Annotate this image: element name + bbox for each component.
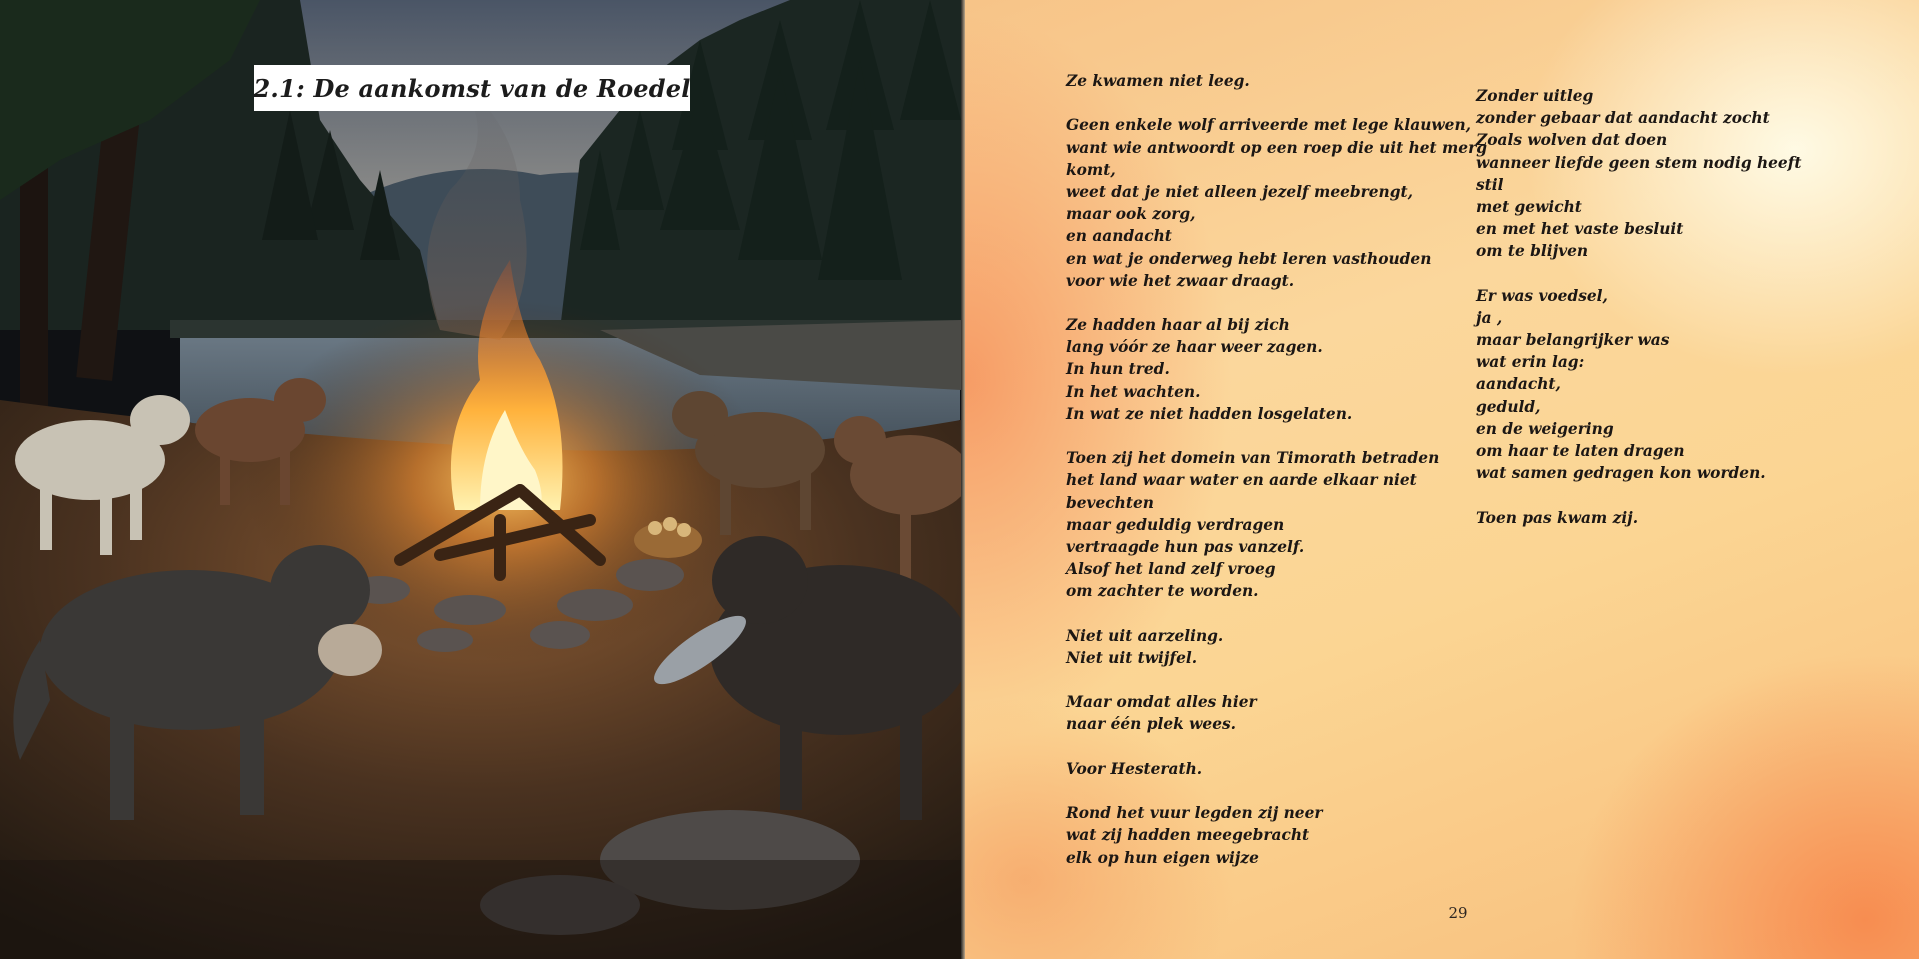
poem-line: Geen enkele wolf arriveerde met lege klauwen, xyxy=(1066,116,1471,135)
poem-line: met gewicht xyxy=(1476,197,1582,216)
poem-line: In het wachten. xyxy=(1066,382,1201,401)
poem-line: bevechten xyxy=(1066,493,1154,512)
poem-line: ja , xyxy=(1476,308,1503,327)
poem-line: voor wie het zwaar draagt. xyxy=(1066,271,1295,290)
poem-line: elk op hun eigen wijze xyxy=(1066,848,1259,867)
poem-line: wat zij hadden meegebracht xyxy=(1066,826,1310,845)
poem-line: In hun tred. xyxy=(1066,360,1170,379)
poem-line: naar één plek wees. xyxy=(1066,715,1237,734)
stanza-break xyxy=(1476,484,1801,506)
poem-line: Er was voedsel, xyxy=(1476,286,1608,305)
stanza-break xyxy=(1066,92,1487,114)
poem-line: en met het vaste besluit xyxy=(1476,220,1684,239)
page-number: 29 xyxy=(1448,904,1468,922)
poem-line: maar geduldig verdragen xyxy=(1066,515,1285,534)
poem-line: Ze kwamen niet leeg. xyxy=(1066,72,1250,90)
poem-line: het land waar water en aarde elkaar niet xyxy=(1066,471,1417,490)
poem-line: Voor Hesterath. xyxy=(1066,759,1203,778)
poem-line: om haar te laten dragen xyxy=(1476,442,1685,460)
poem-line: Rond het vuur legden zij neer xyxy=(1066,804,1323,823)
stanza-break xyxy=(1066,603,1487,625)
poem-line: en aandacht xyxy=(1066,227,1172,246)
poem-line: aandacht, xyxy=(1476,375,1561,394)
poem-line: Niet uit twijfel. xyxy=(1066,648,1198,667)
poem-line: maar belangrijker was xyxy=(1476,331,1670,350)
poem-line: Maar omdat alles hier xyxy=(1066,693,1257,712)
poem-line: om zachter te worden. xyxy=(1066,582,1259,601)
poem-line: vertraagde hun pas vanzelf. xyxy=(1066,537,1305,556)
poem-line: wat erin lag: xyxy=(1476,353,1585,372)
poem-line: weet dat je niet alleen jezelf meebrengt, xyxy=(1066,182,1413,201)
poem-line: wat samen gedragen kon worden. xyxy=(1476,464,1766,483)
poem-line: maar ook zorg, xyxy=(1066,205,1196,224)
poem-line: lang vóór ze haar weer zagen. xyxy=(1066,338,1323,357)
stanza-break xyxy=(1066,425,1487,447)
poem-line: Niet uit aarzeling. xyxy=(1066,626,1224,645)
poem-line: Toen pas kwam zij. xyxy=(1476,508,1639,527)
poem-right-column xyxy=(1476,85,1801,529)
poem-line: wanneer liefde geen stem nodig heeft xyxy=(1476,153,1802,172)
poem-line: om te blijven xyxy=(1476,242,1589,261)
poem-line: Toen zij het domein van Timorath betraden xyxy=(1066,449,1440,468)
poem-line: In wat ze niet hadden losgelaten. xyxy=(1066,404,1353,423)
poem-line: stil xyxy=(1476,175,1504,194)
poem-line: Alsof het land zelf vroeg xyxy=(1066,560,1276,579)
poem-line: want wie antwoordt op een roep die uit het merg xyxy=(1066,138,1487,157)
poem-line: Zoals wolven dat doen xyxy=(1476,131,1668,150)
stanza-break xyxy=(1066,669,1487,691)
poem-left-column xyxy=(1066,70,1487,869)
stanza-break xyxy=(1066,780,1487,802)
poem-line: zonder gebaar dat aandacht zocht xyxy=(1476,109,1770,128)
poem-line: komt, xyxy=(1066,160,1116,179)
poem-line: Zonder uitleg xyxy=(1476,87,1594,105)
poem-line: Ze hadden haar al bij zich xyxy=(1066,316,1290,335)
stanza-break xyxy=(1066,736,1487,758)
poem-line: en de weigering xyxy=(1476,419,1614,438)
poem-line: en wat je onderweg hebt leren vasthouden xyxy=(1066,249,1432,268)
stanza-break xyxy=(1066,292,1487,314)
chapter-title-box xyxy=(254,65,690,111)
stanza-break xyxy=(1476,263,1801,285)
poem-line: geduld, xyxy=(1476,397,1541,416)
chapter-title: 2.1: De aankomst van de Roedel xyxy=(253,73,691,103)
poem-page xyxy=(965,0,1919,959)
